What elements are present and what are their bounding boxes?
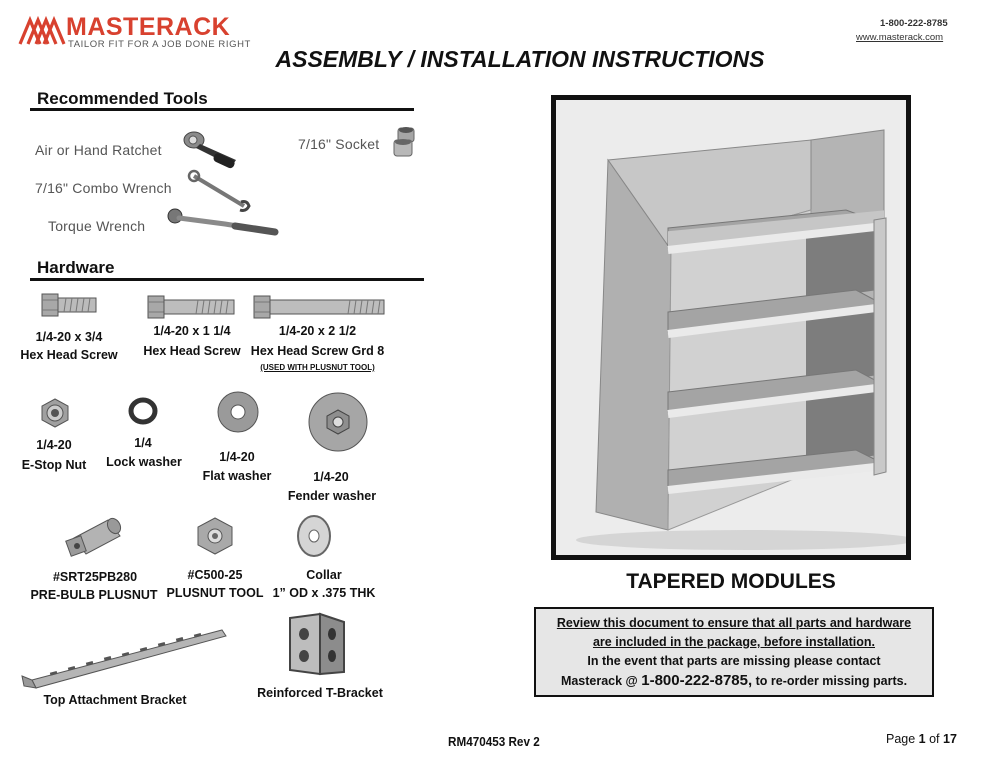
top-bracket-label: Top Attachment Bracket bbox=[43, 693, 187, 707]
plusnut-name: PRE-BULB PLUSNUT bbox=[30, 588, 158, 602]
notice-line-2: are included in the package, before installation. bbox=[592, 635, 875, 649]
page-total: 17 bbox=[943, 732, 957, 746]
hardware-heading-rule bbox=[30, 278, 424, 281]
notice-line-4-prefix: Masterack @ bbox=[560, 674, 642, 688]
washer-1-name: Lock washer bbox=[106, 455, 182, 469]
product-name: TAPERED MODULES bbox=[626, 570, 836, 593]
masterack-logo-icon bbox=[18, 14, 68, 48]
hex-screw-short-icon bbox=[42, 292, 98, 318]
screw-2-name: Hex Head Screw bbox=[143, 344, 241, 358]
washer-2-size: 1/4-20 bbox=[219, 450, 255, 464]
brand-tagline: TAILOR FIT FOR A JOB DONE RIGHT bbox=[68, 39, 251, 50]
tool-label-ratchet: Air or Hand Ratchet bbox=[35, 142, 162, 158]
tools-heading: Recommended Tools bbox=[37, 89, 208, 108]
washer-3-size: 1/4-20 bbox=[313, 470, 349, 484]
screw-3-size: 1/4-20 x 2 1/2 bbox=[278, 324, 357, 338]
page-of: of bbox=[925, 732, 943, 746]
collar-icon bbox=[292, 514, 336, 558]
screw-1-name: Hex Head Screw bbox=[20, 348, 118, 362]
top-attachment-bracket-icon bbox=[18, 622, 230, 692]
hex-screw-medium-icon bbox=[148, 294, 236, 320]
ratchet-icon bbox=[180, 128, 245, 168]
washer-1-size: 1/4 bbox=[134, 436, 152, 450]
nut-1-size: 1/4-20 bbox=[36, 438, 72, 452]
collar-name: 1” OD x .375 THK bbox=[272, 586, 376, 600]
socket-icon bbox=[392, 126, 422, 160]
notice-line-4 bbox=[536, 671, 932, 691]
plusnut-tool-icon bbox=[194, 516, 236, 556]
brand-logo bbox=[18, 14, 68, 53]
torque-wrench-icon bbox=[165, 206, 280, 238]
lock-washer-icon bbox=[128, 397, 158, 425]
reinforced-t-bracket-icon bbox=[286, 612, 348, 678]
product-photo bbox=[551, 95, 911, 560]
nut-1-name: E-Stop Nut bbox=[21, 458, 87, 472]
notice-line-4-suffix: to re-order missing parts. bbox=[752, 674, 908, 688]
page-current: 1 bbox=[918, 732, 926, 746]
hardware-heading: Hardware bbox=[37, 258, 115, 277]
brand-name: MASTERACK bbox=[66, 13, 231, 41]
page-title: ASSEMBLY / INSTALLATION INSTRUCTIONS bbox=[275, 46, 765, 72]
screw-1-size: 1/4-20 x 3/4 bbox=[35, 330, 103, 344]
plusnut-tool-code: #C500-25 bbox=[187, 568, 243, 582]
plusnut-icon bbox=[64, 512, 126, 558]
page-indicator bbox=[886, 732, 957, 746]
estop-nut-icon bbox=[40, 398, 70, 428]
header-website[interactable]: www.masterack.com bbox=[856, 32, 944, 43]
tool-label-torque-wrench: Torque Wrench bbox=[48, 218, 146, 234]
notice-line-1: Review this document to ensure that all parts and hardware bbox=[556, 616, 912, 630]
washer-3-name: Fender washer bbox=[287, 489, 377, 503]
plusnut-tool-name: PLUSNUT TOOL bbox=[166, 586, 264, 600]
tool-label-combo-wrench: 7/16" Combo Wrench bbox=[35, 180, 172, 196]
plusnut-code: #SRT25PB280 bbox=[52, 570, 138, 584]
screw-3-note: (USED WITH PLUSNUT TOOL) bbox=[260, 363, 375, 372]
washer-2-name: Flat washer bbox=[202, 469, 272, 483]
parts-notice-box bbox=[534, 607, 934, 697]
tapered-shelf-module-illustration bbox=[556, 100, 906, 555]
header-phone: 1-800-222-8785 bbox=[880, 18, 948, 29]
t-bracket-label: Reinforced T-Bracket bbox=[257, 686, 383, 700]
screw-3-name: Hex Head Screw Grd 8 bbox=[250, 344, 385, 358]
collar-code: Collar bbox=[306, 568, 342, 582]
notice-phone: 1-800-222-8785, bbox=[641, 672, 753, 689]
screw-2-size: 1/4-20 x 1 1/4 bbox=[153, 324, 231, 338]
doc-number: RM470453 Rev 2 bbox=[448, 734, 540, 749]
page-prefix: Page bbox=[886, 732, 919, 746]
tools-heading-rule bbox=[30, 108, 414, 111]
hex-screw-long-icon bbox=[254, 294, 386, 320]
fender-washer-icon bbox=[306, 390, 370, 454]
flat-washer-icon bbox=[216, 390, 260, 434]
notice-line-3: In the event that parts are missing please contact bbox=[587, 654, 881, 668]
tool-label-socket: 7/16" Socket bbox=[298, 136, 380, 152]
